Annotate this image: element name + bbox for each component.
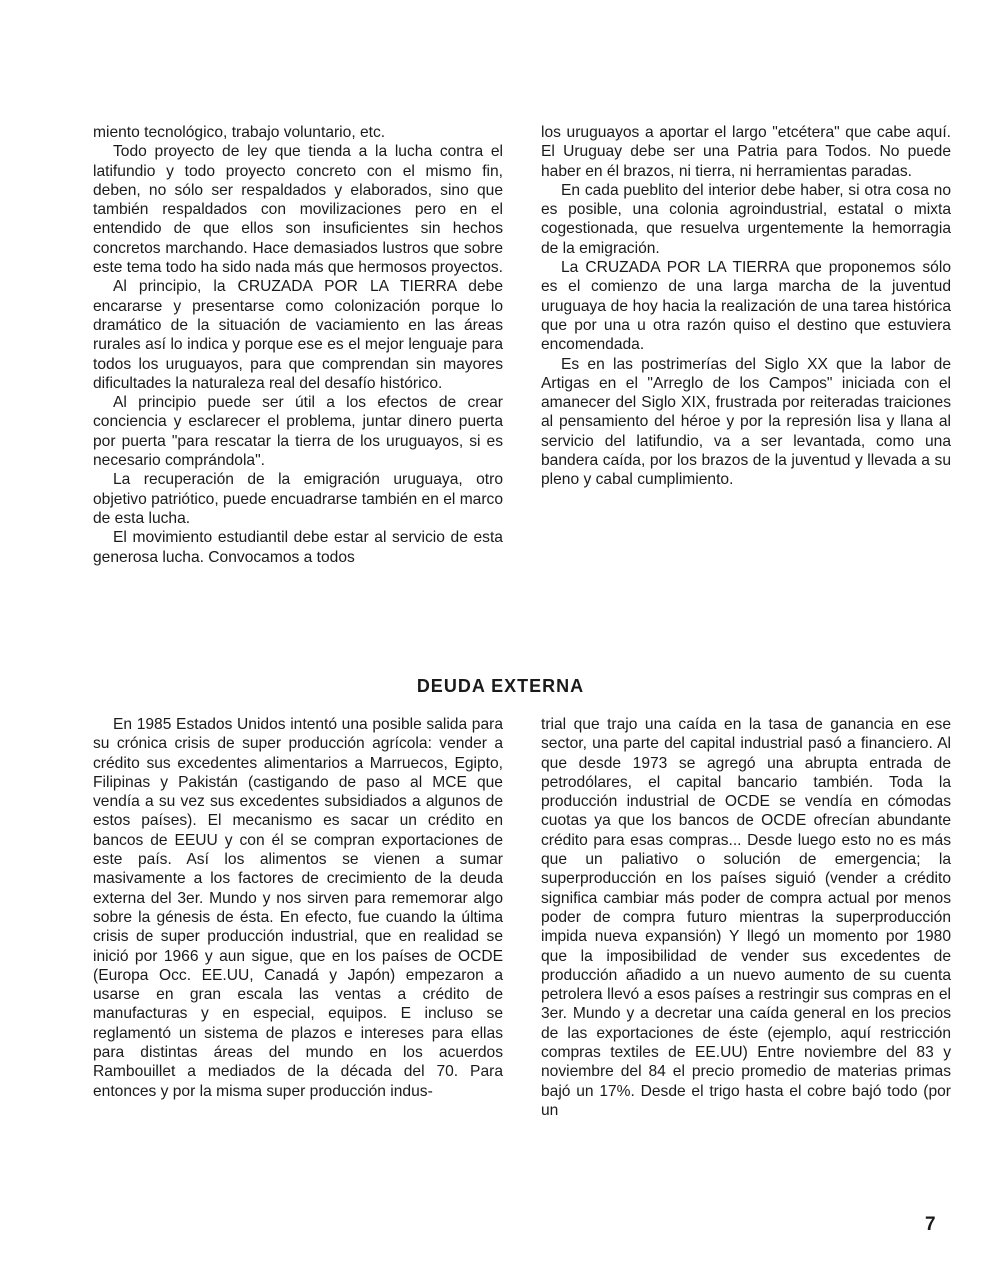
page-number: 7 — [925, 1214, 936, 1235]
paragraph: Es en las postrimerías del Siglo XX que la labor de Artigas en el "Arreglo de los Campos" iniciada con el amanecer del Siglo XIX, frustrada por reiteradas traiciones al pensamiento del héroe y por la represión lisa y llana al servicio del latifundio, va a ser levantada, como una bandera caída, por los brazos de la juventud y llevada a su pleno y cabal cumplimiento. — [541, 355, 951, 489]
paragraph: La recuperación de la emigración uruguaya, otro objetivo patriótico, puede encuadrarse también en el marco de esta lucha. — [93, 471, 504, 527]
paragraph: Todo proyecto de ley que tienda a la lucha contra el latifundio y todo proyecto concreto con el mismo fin, deben, no sólo ser respaldados y elaborados, sino que también respaldados con movilizaciones pero en el entendido de que ellos son insuficientes sin hechos concretos marchando. Hace demasiados lustros que sobre este tema todo ha sido nada más que hermosos proyectos. — [93, 143, 504, 277]
column-top-left — [93, 123, 503, 567]
paragraph: El movimiento estudiantil debe estar al servicio de esta generosa lucha. Convocamos a todos — [93, 529, 503, 566]
section-heading: DEUDA EXTERNA — [416, 676, 585, 696]
column-top-right — [541, 123, 951, 490]
paragraph: Al principio puede ser útil a los efectos de crear conciencia y esclarecer el problema, juntar dinero puerta por puerta "para rescatar la tierra de los uruguayos, si es necesario comprándola". — [93, 394, 503, 470]
paragraph: En cada pueblito del interior debe haber, si otra cosa no es posible, una colonia agroindustrial, estatal o mixta cogestionada, que resuelva urgentemente la hemorragia de la emigración. — [541, 181, 951, 257]
paragraph: La CRUZADA POR LA TIERRA que proponemos sólo es el comienzo de una larga marcha de la juventud uruguaya de hoy hacia la realización de una tarea histórica que por una u otra razón quiso el destino que estuviera encomendada. — [541, 259, 951, 354]
paragraph: Al principio, la CRUZADA POR LA TIERRA debe encararse y presentarse como colonización porque lo dramático de la situación de vaciamiento en las áreas rurales así lo indica y porque ese es el mejor lenguaje para todos los uruguayos, para que comprendan sin mayores dificultades la naturaleza real del desafío histórico. — [93, 278, 503, 392]
paragraph: miento tecnológico, trabajo voluntario, etc. — [93, 124, 386, 141]
column-bottom-left — [93, 715, 503, 1101]
paragraph: En 1985 Estados Unidos intentó una posible salida para su crónica crisis de super producción agrícola: vender a crédito sus excedentes alimentarios a Marruecos, Egipto, Filipinas y Pakistán (castigando de paso al MCE que vendía a su vez sus excedentes subsidiados a algunos de estos países). El mecanismo es sacar un crédito en bancos de EEUU y con él se compran exportaciones de este país. Así los alimentos se vienen a sumar masivamente a los factores de crecimiento de la deuda externa del 3er. Mundo y nos sirven para rememorar algo sobre la génesis de ésta. En efecto, fue cuando la última crisis de super producción industrial, que en realidad se inició por 1966 y aun sigue, que en los países de OCDE (Europa Occ. EE.UU, Canadá y Japón) empezaron a usarse en gran escala las ventas a crédito de manufacturas y en especial, equipos. E incluso se reglamentó un sistema de plazos e intereses para ellas para distintas áreas del mundo en los acuerdos Rambouillet a mediados de la década del 70. Para entonces y por la misma super producción indus- — [93, 716, 503, 1100]
column-bottom-right — [541, 715, 951, 1120]
paragraph: trial que trajo una caída en la tasa de ganancia en ese sector, una parte del capital industrial pasó a financiero. Al que desde 1973 se agregó una abrupta entrada de petrodólares, el capital bancario también. Toda la producción industrial de OCDE se vendía en cómodas cuotas ya que los bancos de OCDE ofrecían abundante crédito para esas compras... Desde luego esto no es más que un paliativo o solución de emergencia; la superproducción en los países siguió (vender a crédito significa cambiar más poder de compra actual por menos poder de compra futuro mientras la superproducción impida nueva expansión) Y llegó un momento por 1980 que la imposibilidad de vender sus excedentes de producción añadido a un nuevo aumento de su cuenta petrolera llevó a esos países a restringir sus compras en el 3er. Mundo y a decretar una caída general en los precios de las exportaciones de éste (ejemplo, aquí restricción compras textiles de EE.UU) Entre noviembre del 83 y noviembre del 84 el precio promedio de materias primas bajó un 17%. Desde el trigo hasta el cobre bajó todo (por un — [541, 716, 951, 1119]
paragraph: los uruguayos a aportar el largo "etcétera" que cabe aquí. El Uruguay debe ser una Patria para Todos. No puede haber en él brazos, ni tierra, ni herramientas paradas. — [541, 124, 951, 180]
